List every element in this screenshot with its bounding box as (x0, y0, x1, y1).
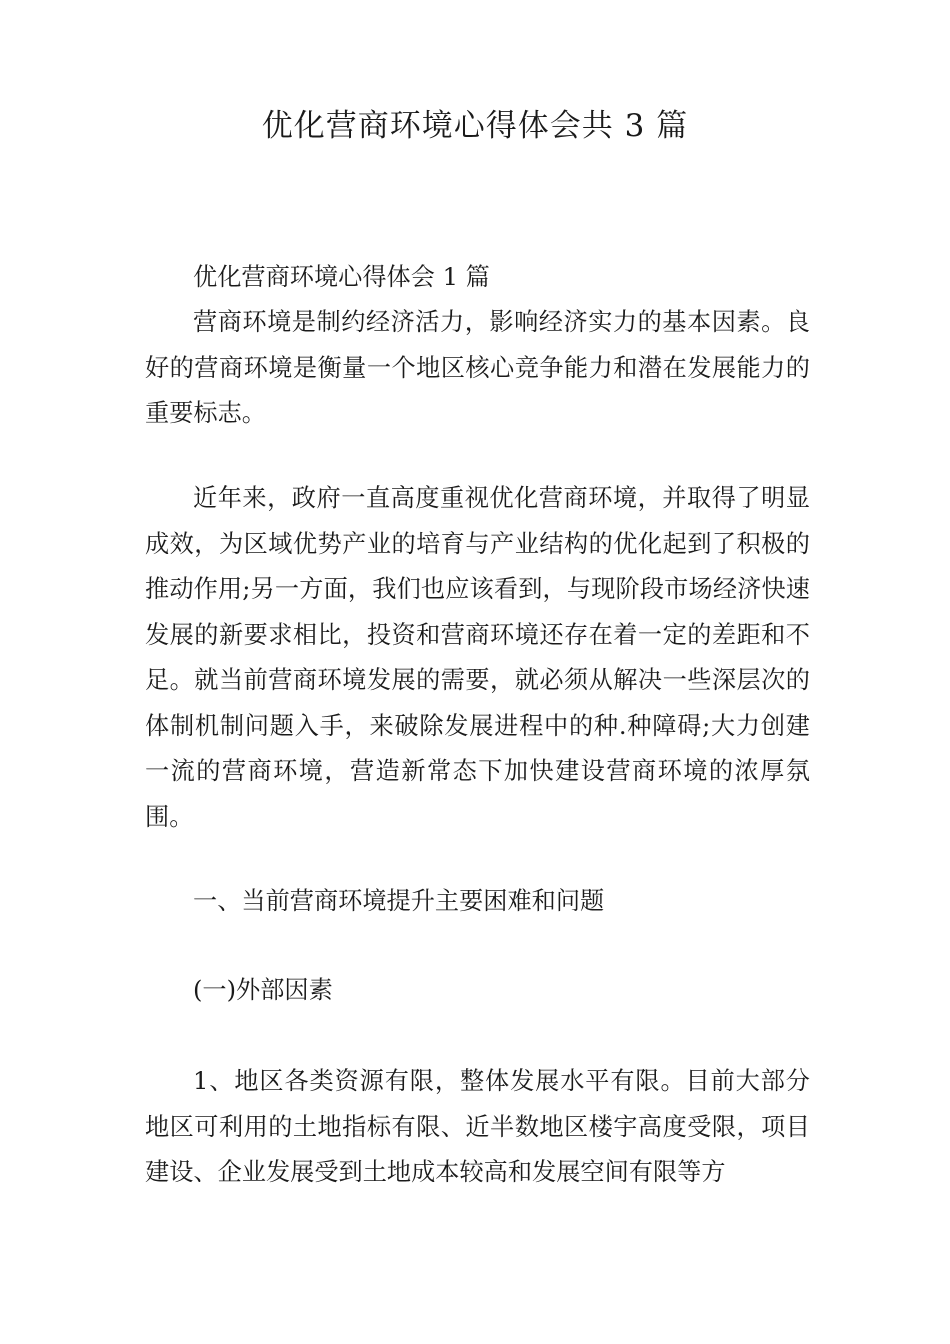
section-heading-article-1: 优化营商环境心得体会 1 篇 (193, 263, 490, 291)
document-title: 优化营商环境心得体会共 3 篇 (261, 108, 689, 144)
subsection-heading-external-factors: (一)外部因素 (193, 976, 333, 1004)
section-heading-problems: 一、当前营商环境提升主要困难和问题 (193, 887, 605, 915)
paragraph-recent-years: 近年来，政府一直高度重视优化营商环境，并取得了明显成效，为区域优势产业的培育与产业结构的优化起到了积极的推动作用;另一方面，我们也应该看到，与现阶段市场经济快速发展的新要求相比，投资和营商环境还存在着一定的差距和不足。就当前营商环境发展的需要，就必须从解决一些深层次的体制机制问题入手，来破除发展进程中的种.种障碍;大力创建一流的营商环境，营造新常态下加快建设营商环境的浓厚氛围。 (145, 484, 810, 831)
paragraph-intro: 营商环境是制约经济活力，影响经济实力的基本因素。良好的营商环境是衡量一个地区核心竞争能力和潜在发展能力的重要标志。 (145, 308, 810, 427)
paragraph-limited-resources: 1、地区各类资源有限，整体发展水平有限。目前大部分地区可利用的土地指标有限、近半数地区楼宇高度受限，项目建设、企业发展受到土地成本较高和发展空间有限等方 (145, 1067, 810, 1186)
